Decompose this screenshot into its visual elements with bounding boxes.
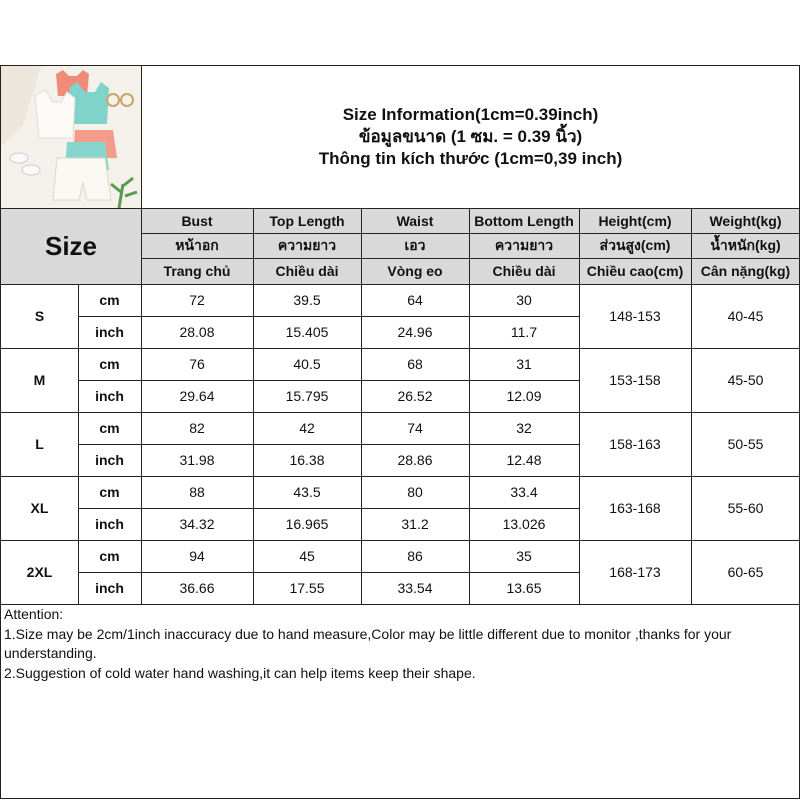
size-label: S [34, 308, 45, 324]
grid-line-horizontal [0, 412, 800, 413]
measurement-cm: 45 [299, 548, 315, 564]
grid-line-horizontal [141, 233, 800, 234]
product-photo-icon [1, 66, 141, 208]
measurement-cm: 82 [189, 420, 205, 436]
grid-line-horizontal [78, 380, 579, 381]
measurement-inch: 28.08 [179, 324, 215, 340]
weight-range: 55-60 [727, 500, 764, 516]
grid-line-horizontal [141, 258, 800, 259]
title-english: Size Information(1cm=0.39inch) [342, 105, 599, 124]
measurement-inch: 16.965 [285, 516, 329, 532]
unit-label-cm: cm [99, 484, 120, 500]
grid-line-vertical [691, 208, 692, 604]
height-range: 158-163 [609, 436, 661, 452]
grid-line-horizontal [0, 798, 800, 799]
measurement-cm: 86 [407, 548, 423, 564]
height-range: 153-158 [609, 372, 661, 388]
grid-line-vertical [0, 65, 1, 799]
column-header-en: Top Length [253, 208, 361, 233]
measurement-inch: 13.026 [502, 516, 546, 532]
grid-line-horizontal [0, 208, 800, 209]
measurement-inch: 28.86 [397, 452, 433, 468]
title-block [141, 66, 800, 208]
height-range: 148-153 [609, 308, 661, 324]
attention-line-1: 1.Size may be 2cm/1inch inaccuracy due to hand measure,Color may be little different due to monitor ,thanks for your understanding. [4, 625, 732, 661]
title-vietnamese: Thông tin kích thước (1cm=0,39 inch) [318, 149, 623, 168]
size-label: 2XL [26, 564, 53, 580]
measurement-inch: 11.7 [510, 324, 538, 340]
unit-label-cm: cm [99, 292, 120, 308]
measurement-inch: 33.54 [397, 580, 433, 596]
measurement-inch: 26.52 [397, 388, 433, 404]
grid-line-horizontal [0, 65, 800, 66]
measurement-cm: 94 [189, 548, 205, 564]
unit-label-inch: inch [95, 388, 124, 404]
measurement-cm: 64 [407, 292, 423, 308]
column-header-en: Waist [361, 208, 469, 233]
measurement-inch: 36.66 [179, 580, 215, 596]
grid-line-horizontal [0, 348, 800, 349]
size-label: L [35, 436, 44, 452]
column-header-vi: Chiều dài [469, 258, 579, 284]
unit-label-cm: cm [99, 548, 120, 564]
column-header-vi: Vòng eo [361, 258, 469, 284]
measurement-cm: 74 [407, 420, 423, 436]
grid-line-horizontal [0, 284, 800, 285]
measurement-cm: 72 [189, 292, 205, 308]
column-header-vi: Chiều cao(cm) [579, 258, 691, 284]
column-header-th: ส่วนสูง(cm) [579, 233, 691, 258]
grid-line-vertical [361, 208, 362, 604]
unit-label-cm: cm [99, 420, 120, 436]
column-header-vi: Trang chủ [141, 258, 253, 284]
measurement-inch: 12.09 [506, 388, 542, 404]
column-header-vi: Chiều dài [253, 258, 361, 284]
unit-label-inch: inch [95, 516, 124, 532]
column-header-th: ความยาว [253, 233, 361, 258]
title-thai: ข้อมูลขนาด (1 ซม. = 0.39 นิ้ว) [358, 127, 583, 146]
grid-line-vertical [78, 348, 79, 412]
measurement-cm: 35 [516, 548, 532, 564]
measurement-inch: 29.64 [179, 388, 215, 404]
attention-notes [4, 605, 796, 683]
grid-line-horizontal [78, 508, 579, 509]
measurement-inch: 24.96 [397, 324, 433, 340]
column-header-en: Weight(kg) [691, 208, 800, 233]
measurement-cm: 88 [189, 484, 205, 500]
attention-line-2: 2.Suggestion of cold water hand washing,it can help items keep their shape. [4, 664, 476, 681]
measurement-cm: 43.5 [293, 484, 321, 500]
grid-line-vertical [141, 65, 142, 604]
column-header-en: Bust [141, 208, 253, 233]
grid-line-horizontal [0, 476, 800, 477]
measurement-inch: 34.32 [179, 516, 215, 532]
measurement-inch: 16.38 [289, 452, 325, 468]
height-range: 168-173 [609, 564, 661, 580]
measurement-cm: 31 [516, 356, 532, 372]
grid-line-vertical [469, 208, 470, 604]
measurement-cm: 33.4 [510, 484, 538, 500]
column-header-th: หน้าอก [141, 233, 253, 258]
measurement-inch: 15.405 [285, 324, 329, 340]
grid-line-vertical [78, 412, 79, 476]
measurement-cm: 39.5 [293, 292, 321, 308]
measurement-inch: 17.55 [289, 580, 325, 596]
grid-line-horizontal [78, 444, 579, 445]
weight-range: 50-55 [727, 436, 764, 452]
weight-range: 40-45 [727, 308, 764, 324]
measurement-inch: 15.795 [285, 388, 329, 404]
column-header-th: เอว [361, 233, 469, 258]
measurement-cm: 40.5 [293, 356, 321, 372]
height-range: 163-168 [609, 500, 661, 516]
grid-line-horizontal [78, 316, 579, 317]
measurement-cm: 42 [299, 420, 315, 436]
product-photo [1, 66, 141, 208]
measurement-cm: 80 [407, 484, 423, 500]
measurement-cm: 30 [516, 292, 532, 308]
unit-label-inch: inch [95, 452, 124, 468]
attention-heading: Attention: [4, 606, 64, 622]
grid-line-vertical [253, 208, 254, 604]
column-header-vi: Cân nặng(kg) [691, 258, 800, 284]
measurement-inch: 12.48 [506, 452, 542, 468]
column-header-en: Bottom Length [469, 208, 579, 233]
weight-range: 60-65 [727, 564, 764, 580]
column-header-th: น้ำหนัก(kg) [691, 233, 800, 258]
grid-line-horizontal [0, 540, 800, 541]
measurement-inch: 13.65 [506, 580, 542, 596]
measurement-cm: 32 [516, 420, 532, 436]
unit-label-inch: inch [95, 580, 124, 596]
grid-line-vertical [579, 208, 580, 604]
size-label: M [33, 372, 46, 388]
measurement-cm: 68 [407, 356, 423, 372]
weight-range: 45-50 [727, 372, 764, 388]
grid-line-horizontal [78, 572, 579, 573]
unit-label-inch: inch [95, 324, 124, 340]
column-header-en: Height(cm) [579, 208, 691, 233]
unit-label-cm: cm [99, 356, 120, 372]
size-header: Size [1, 208, 141, 284]
grid-line-vertical [78, 476, 79, 540]
grid-line-vertical [78, 284, 79, 348]
measurement-inch: 31.2 [401, 516, 429, 532]
grid-line-vertical [78, 540, 79, 604]
measurement-inch: 31.98 [179, 452, 215, 468]
size-label: XL [30, 500, 49, 516]
column-header-th: ความยาว [469, 233, 579, 258]
measurement-cm: 76 [189, 356, 205, 372]
